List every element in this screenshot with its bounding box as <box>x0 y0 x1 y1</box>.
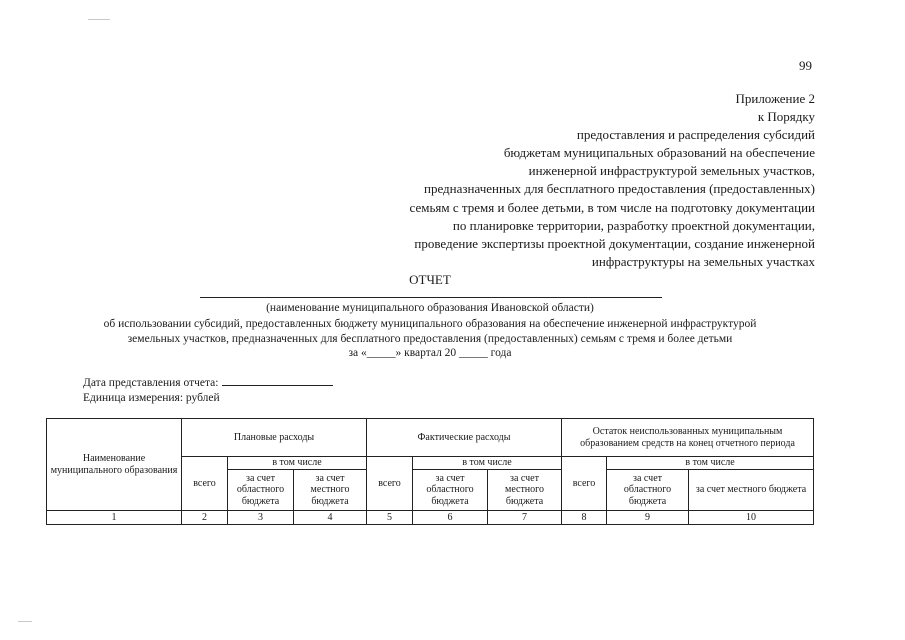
column-number: 6 <box>413 511 488 525</box>
appendix-line: по планировке территории, разработку проектной документации, <box>452 217 815 233</box>
header-local-budget: за счет местного бюджета <box>689 470 814 511</box>
column-number: 1 <box>47 511 182 525</box>
municipality-name-line <box>200 297 662 298</box>
report-subject <box>0 317 860 361</box>
appendix-line: инфраструктуры на земельных участках <box>591 253 815 269</box>
submission-date-row <box>83 375 333 391</box>
header-total: всего <box>182 457 228 511</box>
appendix-line: проведение экспертизы проектной документации, создание инженерной <box>414 235 815 251</box>
appendix-line: инженерной инфраструктурой земельных участков, <box>528 163 815 179</box>
header-including: в том числе <box>607 457 814 470</box>
header-municipality: Наименование муниципального образования <box>47 419 182 511</box>
page-number: 99 <box>799 58 812 73</box>
header-local-budget: за счет местного бюджета <box>294 470 367 511</box>
header-local-budget: за счет местного бюджета <box>488 470 562 511</box>
appendix-line: к Порядку <box>757 109 815 125</box>
column-number: 9 <box>607 511 689 525</box>
column-number: 5 <box>367 511 413 525</box>
scan-artifact <box>18 621 32 622</box>
header-regional-budget: за счет областного бюджета <box>607 470 689 511</box>
column-number: 10 <box>689 511 814 525</box>
header-regional-budget: за счет областного бюджета <box>228 470 294 511</box>
column-number: 3 <box>228 511 294 525</box>
header-including: в том числе <box>228 457 367 470</box>
subject-line: об использовании субсидий, предоставленных бюджету муниципального образования на обеспечение инженерной инфраструктурой <box>103 318 757 330</box>
appendix-line: Приложение 2 <box>735 91 815 106</box>
column-number: 7 <box>488 511 562 525</box>
subject-line: за «_____» квартал 20 _____ года <box>348 347 512 359</box>
appendix-line: семьям с тремя и более детьми, в том числе на подготовку документации <box>409 199 815 215</box>
column-number: 4 <box>294 511 367 525</box>
subject-line: земельных участков, предназначенных для бесплатного предоставления (предоставленных) семьям с тремя и более детьми <box>127 332 733 345</box>
header-planned: Плановые расходы <box>182 419 367 457</box>
appendix-line: бюджетам муниципальных образований на обеспечение <box>503 145 815 161</box>
submission-date-label: Дата представления отчета: <box>83 377 219 389</box>
column-number: 8 <box>562 511 607 525</box>
appendix-line: предназначенных для бесплатного предоставления (предоставленных) <box>423 181 815 197</box>
report-table <box>46 418 814 525</box>
unit-label: Единица измерения: рублей <box>83 392 220 404</box>
report-meta <box>83 375 333 406</box>
report-title: ОТЧЕТ <box>409 272 451 287</box>
municipality-name-caption: (наименование муниципального образования Ивановской области) <box>266 302 594 314</box>
header-actual: Фактические расходы <box>367 419 562 457</box>
header-total: всего <box>367 457 413 511</box>
appendix-line: предоставления и распределения субсидий <box>576 127 815 143</box>
scan-artifact <box>88 19 110 20</box>
header-total: всего <box>562 457 607 511</box>
appendix-header <box>410 90 815 271</box>
header-remainder: Остаток неиспользованных муниципальным образованием средств на конец отчетного периода <box>562 419 814 457</box>
header-including: в том числе <box>413 457 562 470</box>
submission-date-blank <box>222 375 333 386</box>
header-regional-budget: за счет областного бюджета <box>413 470 488 511</box>
column-number: 2 <box>182 511 228 525</box>
